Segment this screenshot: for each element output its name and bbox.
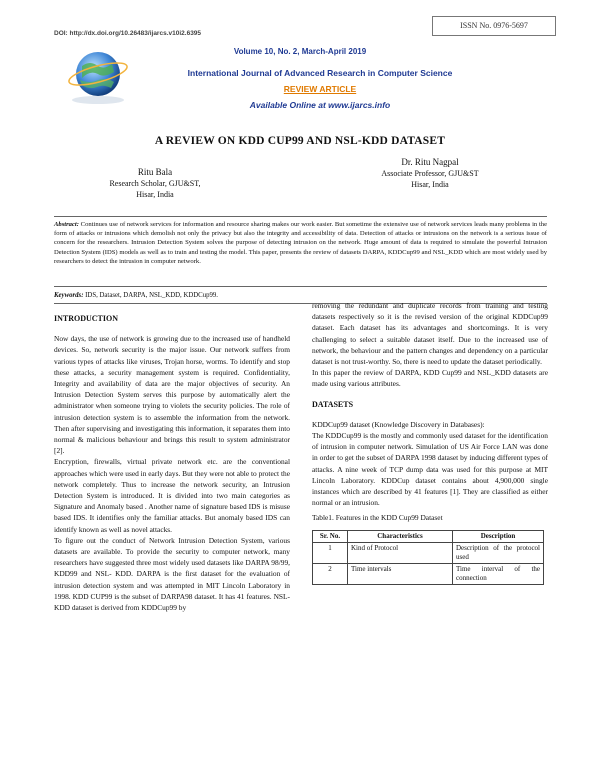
abstract-text: Continues use of network services for information and resource sharing makes our work easier. But sometime the extensive use of network services leads many problems in the form of attacks or intrusions which demolish not only the privacy but also the integrity and accessibility of data. Detection of attacks or intrusions on the network is a serious issue of concern for the researchers. Intrusion Detection System solves the purpose of detecting intrusion on the network. Huge amount of data is required to simulate the powerful Intrusion Detection System (IDS) models as well as to train and testing the model. This paper, presents the review of datasets DARPA, KDDCup99 and NSL_KDD which are most widely used by researchers to detect the intrusion in computer network. xyxy=(54,221,547,265)
author-2 xyxy=(330,157,530,190)
left-column xyxy=(54,313,290,613)
keywords-label: Keywords: xyxy=(54,292,84,299)
intro-paragraph-2: Encryption, firewalls, virtual private network etc. are the conventional approaches which were used in early days. But they were not able to protect the network completely. Thus to increase the network security, an Intrusion Detection System is introduced. It is divided into two main categories as Signature and Anomaly based . Another name of signature based IDS is misuse based IDS. It identifies only the familiar attacks. But anomaly based IDS can identify known as well as novel attacks. xyxy=(54,457,290,534)
introduction-heading: INTRODUCTION xyxy=(54,314,119,323)
article-type: REVIEW ARTICLE xyxy=(283,84,357,94)
intro-paragraph-5: In this paper the review of DARPA, KDD Cup99 and NSL_KDD datasets are made using various attributes. xyxy=(312,368,548,389)
issn-box: ISSN No. 0976-5697 xyxy=(432,16,556,36)
journal-name: International Journal of Advanced Research in Computer Science xyxy=(187,68,453,78)
doi-line[interactable]: DOI: http://dx.doi.org/10.26483/ijarcs.v10i2.6395 xyxy=(54,30,202,37)
table-cell: Time interval of the connection xyxy=(453,563,544,584)
paper-title: A REVIEW ON KDD CUP99 AND NSL-KDD DATASET xyxy=(154,135,446,147)
intro-paragraph-1: Now days, the use of network is growing due to the increased use of handheld devices. So, network security is the major issue. Our network suffers from various types of attacks like viruses, Trojan horse, worms. To identify and stop these attacks, a security management system is required. Confidentiality, Integrity and availability of data are the major objectives of security. An Intrusion Detection System serves this purpose by automatically alert the administrator when someone trying to violets the security policies. The role of intrusion detection system is to assemble the information from the network. Then after supervising and investigating this information, it separates them into normal & malicious behaviour and brings this result to system administrator [2]. xyxy=(54,334,290,456)
kddcup-paragraph: The KDDCup99 is the mostly and commonly used dataset for the identification of intrusion in computer network. Simulation of US Air Force LAN was done in order to get the subset of DARPA 1998 dataset by inducing different types of attacks. A nine week of TCP dump data was used for this purpose at MIT Lincoln Laboratory. KDDCup dataset contains about 4,900,000 single instances which are described by 41 features [1]. They are classified as either normal or an intrusion. xyxy=(312,431,548,508)
abstract-top-rule xyxy=(54,216,547,217)
author-1-location: Hisar, India xyxy=(136,190,174,199)
keywords xyxy=(54,292,547,299)
table-cell: Kind of Protocol xyxy=(348,542,453,563)
table-cell: Time intervals xyxy=(348,563,453,584)
abstract xyxy=(54,220,547,266)
table-header-cell: Description xyxy=(453,530,544,542)
table-row xyxy=(313,563,544,584)
abstract-bottom-rule xyxy=(54,286,547,287)
table-caption: Table1. Features in the KDD Cup99 Dataset xyxy=(312,513,443,523)
table-cell: Description of the protocol used xyxy=(453,542,544,563)
table-header-cell: Characteristics xyxy=(348,530,453,542)
features-table xyxy=(312,530,544,585)
table-header-row xyxy=(313,530,544,542)
author-2-location: Hisar, India xyxy=(411,180,449,189)
abstract-label: Abstract: xyxy=(54,221,79,228)
table-cell: 2 xyxy=(313,563,348,584)
table-cell: 1 xyxy=(313,542,348,563)
table-row xyxy=(313,542,544,563)
author-2-affiliation: Associate Professor, GJU&ST xyxy=(381,169,479,178)
volume-line: Volume 10, No. 2, March-April 2019 xyxy=(233,47,367,56)
author-1-affiliation: Research Scholar, GJU&ST, xyxy=(109,179,201,188)
author-1 xyxy=(55,167,255,200)
keywords-text: IDS, Dataset, DARPA, NSL_KDD, KDDCup99. xyxy=(83,292,219,299)
intro-paragraph-4: removing the redundant and duplicate records from training and testing datasets respectively so it is the revised version of the original KDDCup99 dataset. Each dataset has its advantages and shortcomings. It is very challenging to select a suitable dataset itself. Due to the increased use of network, the behaviour and the pattern changes and dependency on a particular dataset is not trust-worthy. So, there is need to update the dataset periodically. xyxy=(312,301,548,367)
kddcup-subheading: KDDCup99 dataset (Knowledge Discovery in Databases): xyxy=(312,419,485,429)
intro-paragraph-3: To figure out the conduct of Network Intrusion Detection System, various datasets are available. To provide the security to computer network, many researchers have suggested three most widely used datasets like DARPA 98/99, KDD99 and NSL- KDD. DARPA is the first dataset for the evaluation of intrusion detection system and was attempted in MIT Lincoln Laboratory in 1998. KDD CUP99 is the subset of DARPA98 dataset. It has 41 features. NSL-KDD dataset is derived from KDDCup99 by xyxy=(54,535,290,613)
datasets-heading: DATASETS xyxy=(312,399,354,409)
table-header-cell: Sr. No. xyxy=(313,530,348,542)
online-url[interactable]: Available Online at www.ijarcs.info xyxy=(249,100,391,110)
right-column xyxy=(312,300,548,585)
author-1-name: Ritu Bala xyxy=(137,167,173,177)
author-2-name: Dr. Ritu Nagpal xyxy=(401,157,459,167)
